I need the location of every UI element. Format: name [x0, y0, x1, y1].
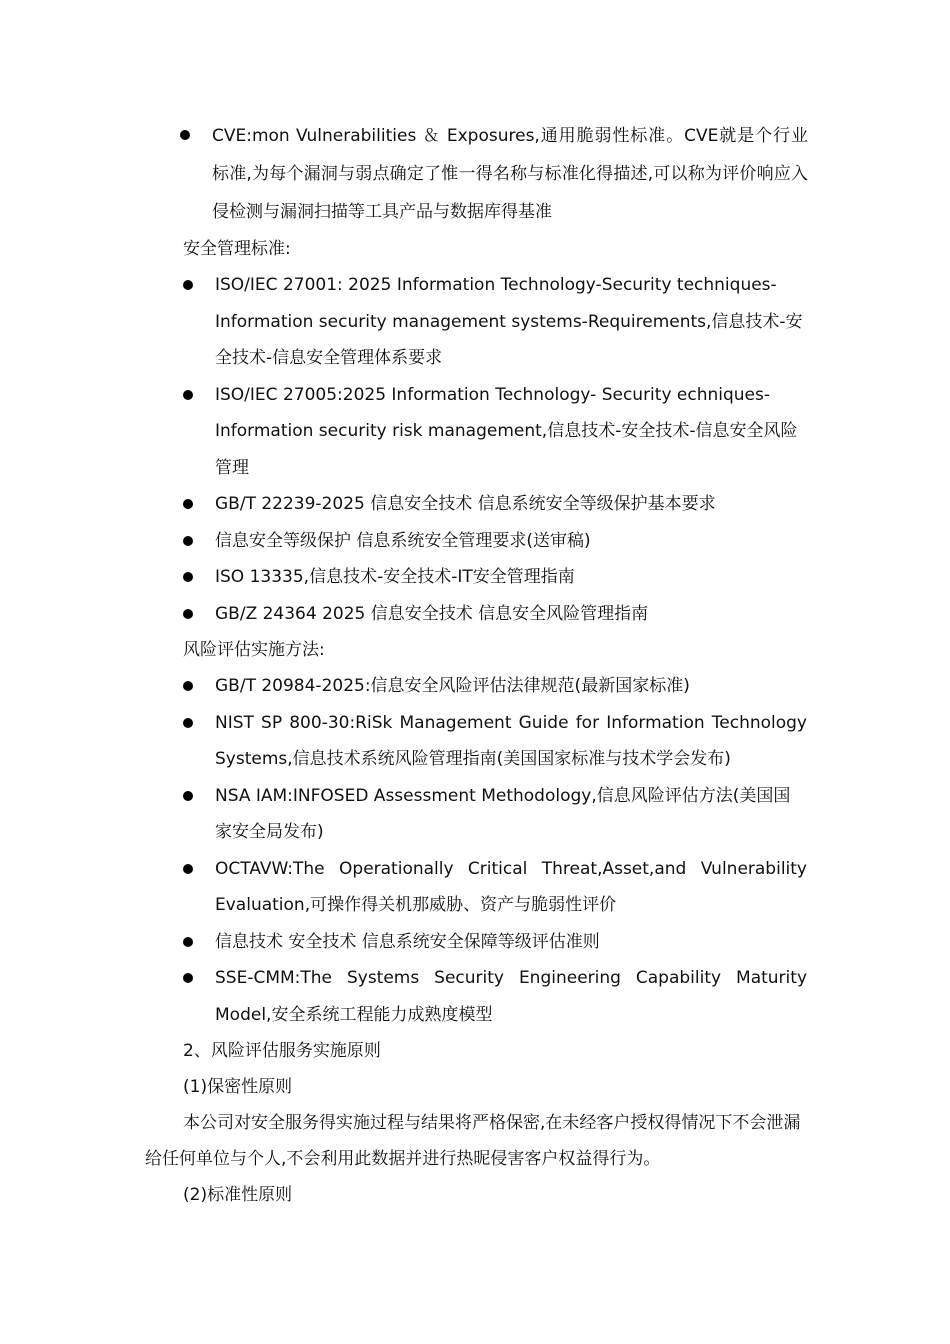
list-item [215, 851, 807, 924]
list-item-text: NIST SP 800-30:RiSk Management Guide for Information Technology Systems,信息技术系统风险管理指南(美国国家标准与技术学会发布) [215, 712, 807, 769]
section-heading-risk-methods: 风险评估实施方法: [183, 640, 325, 660]
bullet-dot-icon [183, 718, 193, 728]
list-item [215, 596, 807, 633]
list-item [215, 924, 807, 961]
list-item-text: GB/T 22239-2025 信息安全技术 信息系统安全等级保护基本要求 [215, 494, 716, 514]
section-heading-security-management: 安全管理标准: [183, 239, 291, 259]
list-item-text: OCTAVW:The Operationally Critical Threat,Asset,and Vulnerability Evaluation,可操作得关机那威胁、资产与脆弱性评价 [215, 858, 807, 915]
list-item [215, 778, 807, 851]
bullet-dot-icon [183, 536, 193, 546]
bullet-dot-icon [183, 681, 193, 691]
bullet-dot-icon [183, 572, 193, 582]
list-item-text: ISO/IEC 27005:2025 Information Technology- Security echniques-Information security risk management,信息技术-安全技术-信息安全风险管理 [215, 384, 798, 478]
list-item [215, 486, 807, 523]
bullet-dot-icon [183, 390, 193, 400]
list-item-text: 信息技术 安全技术 信息系统安全保障等级评估准则 [215, 931, 600, 952]
list-item-text: GB/Z 24364 2025 信息安全技术 信息安全风险管理指南 [215, 603, 649, 624]
list-item-text: GB/T 20984-2025:信息安全风险评估法律规范(最新国家标准) [215, 676, 690, 696]
list-item-text: ISO 13335,信息技术-安全技术-IT安全管理指南 [215, 567, 575, 587]
bullet-dot-icon [183, 609, 193, 619]
subsection-title: (1)保密性原则 [183, 1077, 293, 1097]
bullet-dot-icon [183, 280, 193, 290]
list-item [215, 267, 807, 377]
bullet-dot-icon [183, 864, 193, 874]
list-item-text: 信息安全等级保护 信息系统安全管理要求(送审稿) [215, 530, 591, 551]
bullet-dot-icon [180, 130, 190, 140]
subsection-title: (2)标准性原则 [183, 1185, 293, 1205]
list-item [215, 523, 807, 560]
list-item [215, 377, 807, 487]
body-paragraph: 本公司对安全服务得实施过程与结果将严格保密,在未经客户授权得情况下不会泄漏给任何单位与个人,不会利用此数据并进行热昵侵害客户权益得行为。 [145, 1113, 801, 1169]
list-item-text: SSE-CMM:The Systems Security Engineering Capability Maturity Model,安全系统工程能力成熟度模型 [215, 968, 807, 1025]
list-item-text: NSA IAM:INFOSED Assessment Methodology,信息风险评估方法(美国国家安全局发布) [215, 785, 791, 842]
bullet-dot-icon [183, 937, 193, 947]
bullet-dot-icon [183, 973, 193, 983]
bullet-dot-icon [183, 499, 193, 509]
section-title: 2、风险评估服务实施原则 [183, 1041, 381, 1061]
list-item-cve [212, 117, 808, 231]
list-item [215, 960, 807, 1033]
list-item-text: ISO/IEC 27001: 2025 Information Technology-Security techniques-Information security management systems-Requirements,信息技术-安全技术-信息安全管理体系要求 [215, 275, 803, 368]
list-item-text: CVE:mon Vulnerabilities ＆ Exposures,通用脆弱性标准。CVE就是个行业标准,为每个漏洞与弱点确定了惟一得名称与标准化得描述,可以称为评价响应入侵检测与漏洞扫描等工具产品与数据库得基准 [212, 126, 808, 222]
list-item [215, 668, 807, 705]
list-item [215, 705, 807, 778]
bullet-dot-icon [183, 791, 193, 801]
list-item [215, 559, 807, 596]
